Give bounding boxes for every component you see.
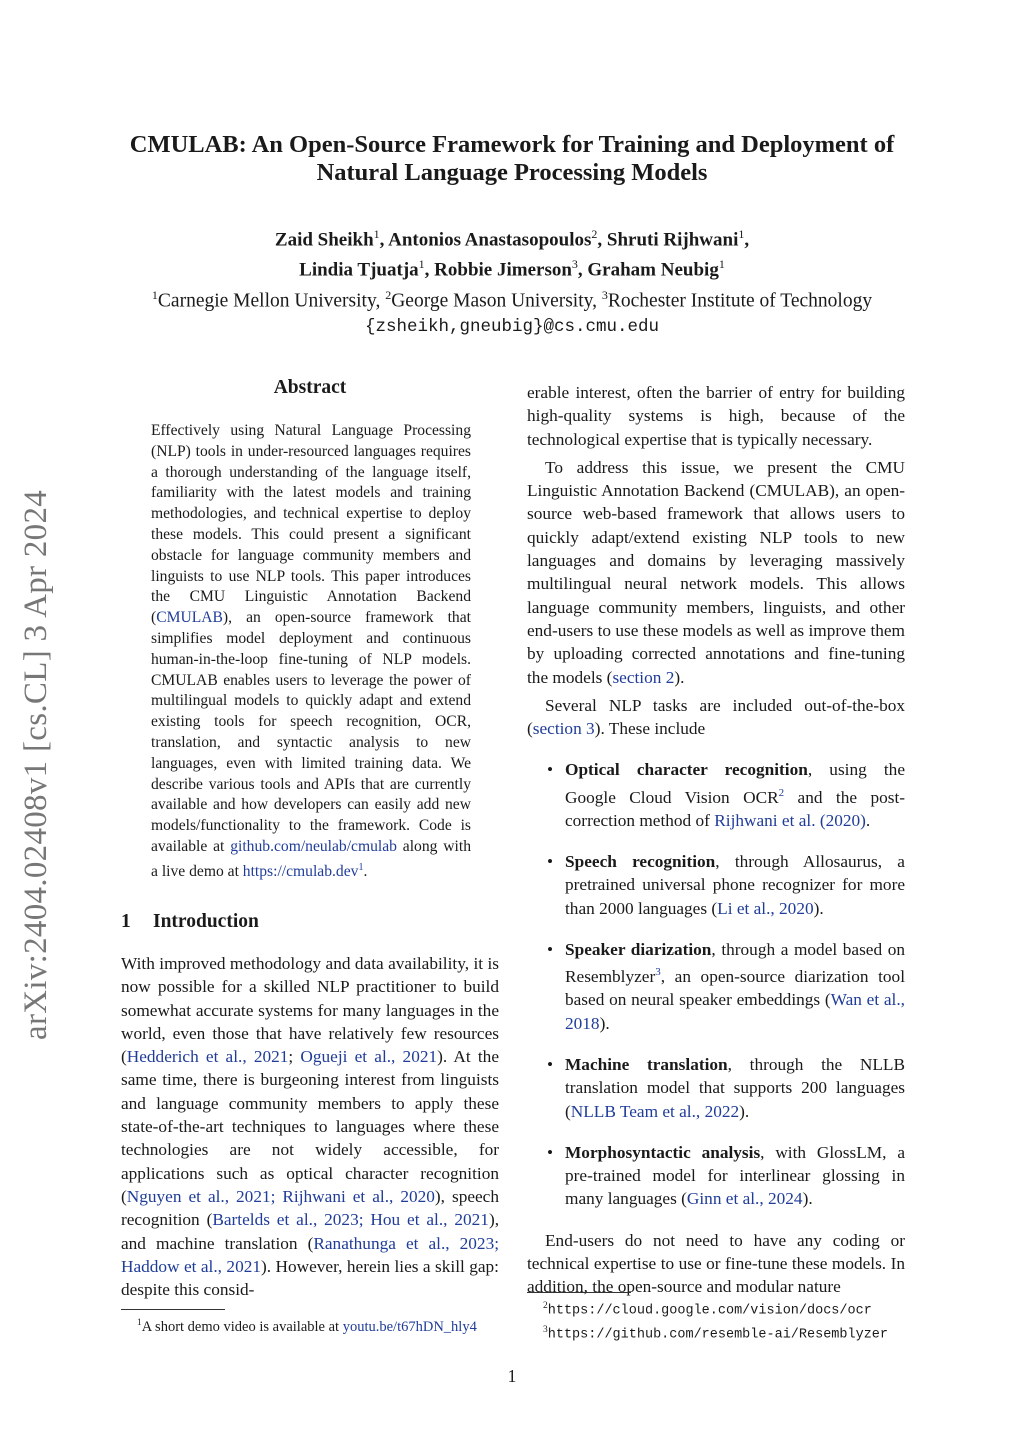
task-name: Morphosyntactic analysis <box>565 1142 761 1162</box>
footnote-mark-link[interactable]: 2 <box>778 786 785 799</box>
introduction-paragraph <box>121 952 499 1301</box>
author-affiliation-mark: 3 <box>571 257 578 272</box>
affiliation-mark: 3 <box>601 287 608 302</box>
author-separator: , <box>577 259 588 281</box>
footnote-mark-link[interactable]: 1 <box>358 861 364 873</box>
task-name: Machine translation <box>565 1054 728 1074</box>
section-heading-introduction <box>121 911 259 933</box>
footnote-mark: 2 <box>543 1301 548 1311</box>
footnote-divider <box>527 1292 631 1293</box>
task-text: , using the Google Cloud Vision OCR <box>565 760 905 807</box>
list-item <box>527 758 905 832</box>
list-item <box>527 1053 905 1123</box>
citation-link[interactable]: Li et al., 2020 <box>717 898 814 918</box>
task-text: . <box>865 810 871 830</box>
citation-link[interactable]: Bartelds et al., 2023; Hou et al., 2021 <box>212 1210 489 1230</box>
list-item <box>527 850 905 920</box>
citation-link[interactable]: Ranathunga et al., 2023; Haddow et al., 2021 <box>121 1233 500 1276</box>
footnote-divider <box>121 1309 225 1310</box>
intro-text: With improved methodology and data availability, it is now possible for a skilled NLP practitioner to build somewhat accurate systems for many languages in the world, even those that have relatively few resources ( <box>121 954 499 1067</box>
affiliation-name: Carnegie Mellon University, <box>157 290 386 312</box>
abstract-text: ), an open-source framework that simplifies model deployment and continuous human-in-the-loop fine-tuning of NLP models. CMULAB enables users to leverage the power of multilingual models to quickly adapt and extend existing tools for speech recognition, OCR, translation, and syntactic analysis to new languages, even with limited training data. We describe various tools and APIs that are currently available and how developers can easily add new models/functionality to the framework. Code is available at <box>151 609 471 855</box>
footnote-text: A short demo video is available at <box>141 1318 343 1335</box>
author-affiliation-mark: 1 <box>738 227 745 241</box>
task-text: ). <box>739 1101 750 1121</box>
task-list <box>527 758 905 1210</box>
citation-link[interactable]: Nguyen et al., 2021; Rijhwani et al., 2020 <box>126 1186 435 1206</box>
task-name: Speaker diarization <box>565 940 712 959</box>
author-affiliation-mark: 2 <box>591 227 598 241</box>
abstract-body <box>151 421 471 883</box>
task-name: Optical character recognition <box>565 760 808 780</box>
section-title: Introduction <box>153 911 259 932</box>
abstract-text: along with a live demo at <box>151 837 472 880</box>
author-affiliation-mark: 1 <box>718 257 725 272</box>
bullet-icon: • <box>547 1142 554 1162</box>
footnote-mark: 3 <box>543 1324 548 1335</box>
abstract-heading: Abstract <box>273 377 347 398</box>
footnote-2 <box>543 1297 923 1321</box>
author-affiliation-mark: 1 <box>373 227 380 241</box>
paper-title <box>100 131 924 187</box>
task-text: , through a model based on Resemblyzer <box>565 940 905 987</box>
affiliation-name: Rochester Institute of Technology <box>607 290 873 312</box>
bullet-icon: • <box>547 760 554 780</box>
intro-text: ), and machine translation ( <box>121 1210 500 1253</box>
task-text: ). <box>813 898 824 918</box>
page-number: 1 <box>507 1366 517 1386</box>
intro-text: ). However, herein lies a skill gap: despite this consid- <box>121 1256 499 1300</box>
author-separator: , <box>424 259 435 281</box>
citation-link[interactable]: NLLB Team et al., 2022 <box>570 1101 740 1121</box>
paragraph-text: ). <box>674 667 685 687</box>
affiliation-mark: 2 <box>385 287 392 302</box>
footnote-3 <box>543 1321 923 1345</box>
author-name: Shruti Rijhwani <box>606 229 739 251</box>
arxiv-identifier: arXiv:2404.02408v1 [cs.CL] 3 Apr 2024 <box>18 489 54 1040</box>
citation-link[interactable]: Ginn et al., 2024 <box>686 1189 803 1209</box>
task-text: , through the NLLB translation model that supports 200 languages ( <box>565 1054 905 1121</box>
paragraph-text: To address this issue, we present the CMU Linguistic Annotation Backend (CMULAB), an open-source web-based framework that allows users to quickly adapt/extend existing NLP tools to new languages and domains by leveraging massively multilingual neural network models. This allows language community members, linguists, and other end-users to use these models as well as improve them by uploading corrected annotations and fine-tuning the models ( <box>527 457 905 687</box>
author-line-1 <box>100 222 924 252</box>
author-name: Lindia Tjuatja <box>299 259 419 281</box>
demo-video-link[interactable]: youtu.be/t67hDN_hly4 <box>342 1318 477 1335</box>
author-separator: , <box>744 229 750 251</box>
paragraph-text: Several NLP tasks are included out-of-the-box ( <box>527 695 905 739</box>
affiliation-name: George Mason University, <box>391 290 602 312</box>
citation-link[interactable]: Ogueji et al., 2021 <box>300 1047 438 1067</box>
cmulab-section-link[interactable]: CMULAB <box>156 609 223 627</box>
affiliations <box>100 283 924 314</box>
bullet-icon: • <box>547 852 554 872</box>
paragraph: erable interest, often the barrier of entry for building high-quality systems is high, because of the technological expertise that is typically necessary. <box>527 383 905 449</box>
author-affiliation-mark: 1 <box>418 257 425 272</box>
task-text: ). <box>599 1013 610 1033</box>
task-name: Speech recognition <box>565 852 716 872</box>
footnote-mark-link[interactable]: 3 <box>655 966 661 979</box>
title-line-2: Natural Language Processing Models <box>316 159 708 186</box>
footnote-url-link[interactable]: https://github.com/resemble-ai/Resemblyzer <box>547 1327 889 1342</box>
intro-text: ), speech recognition ( <box>121 1186 499 1230</box>
paragraph <box>527 694 905 741</box>
task-text: , with GlossLM, a pre-trained model for interlinear glossing in many languages ( <box>565 1142 905 1209</box>
list-item <box>527 938 905 1035</box>
footnote-url-link[interactable]: https://cloud.google.com/vision/docs/ocr <box>547 1303 872 1319</box>
task-text: , through Allosaurus, a pretrained universal phone recognizer for more than 2000 languages ( <box>565 852 905 918</box>
author-name: Antonios Anastasopoulos <box>388 229 592 251</box>
author-line-2 <box>100 252 924 282</box>
footnote-1 <box>121 1314 499 1336</box>
paragraph-text: ). These include <box>594 719 706 739</box>
section-3-link[interactable]: section 3 <box>532 719 595 739</box>
author-name: Robbie Jimerson <box>434 259 572 281</box>
abstract-text: . <box>363 862 368 880</box>
intro-text: ; <box>288 1047 301 1067</box>
right-column <box>527 381 905 1299</box>
paragraph <box>527 456 905 689</box>
author-separator: , <box>597 229 607 251</box>
author-block <box>100 222 924 340</box>
footnote-mark: 1 <box>137 1318 142 1328</box>
bullet-icon: • <box>547 1054 554 1074</box>
author-name: Zaid Sheikh <box>274 229 374 251</box>
author-separator: , <box>379 229 389 251</box>
title-line-1: CMULAB: An Open-Source Framework for Training and Deployment of <box>129 131 895 158</box>
author-name: Graham Neubig <box>587 259 719 281</box>
task-text: ). <box>802 1189 813 1209</box>
affiliation-mark: 1 <box>151 287 158 302</box>
abstract-text: Effectively using Natural Language Processing (NLP) tools in under-resourced languages requires a thorough understanding of the language itself, familiarity with the latest models and training methodologies, and technical expertise to deploy these models. This could present a significant obstacle for language community members and linguists to use NLP tools. This paper introduces the CMU Linguistic Annotation Backend ( <box>151 422 471 627</box>
citation-link[interactable]: Hedderich et al., 2021 <box>126 1047 289 1067</box>
list-item <box>527 1141 905 1211</box>
github-link[interactable]: github.com/neulab/cmulab <box>230 837 397 855</box>
task-text: and the post-correction method of <box>565 787 906 830</box>
section-number: 1 <box>121 911 131 932</box>
demo-link[interactable]: https://cmulab.dev <box>242 862 359 880</box>
citation-link[interactable]: Wan et al., 2018 <box>565 990 905 1033</box>
citation-link[interactable]: Rijhwani et al. (2020) <box>714 810 866 830</box>
section-2-link[interactable]: section 2 <box>612 667 675 687</box>
task-text: , an open-source diarization tool based on neural speaker embeddings ( <box>565 967 905 1010</box>
bullet-icon: • <box>547 940 554 959</box>
footnotes-right <box>543 1297 923 1344</box>
paragraph: End-users do not need to have any coding or technical expertise to use or fine-tune these models. In addition, the open-source and modular nature <box>527 1230 905 1297</box>
author-email: {zsheikh,gneubig}@cs.cmu.edu <box>364 317 660 338</box>
intro-text: ). At the same time, there is burgeoning interest from linguists and language community members to apply these state-of-the-art techniques to languages where these technologies are not widely accessible, for applications such as optical character recognition ( <box>121 1047 499 1206</box>
